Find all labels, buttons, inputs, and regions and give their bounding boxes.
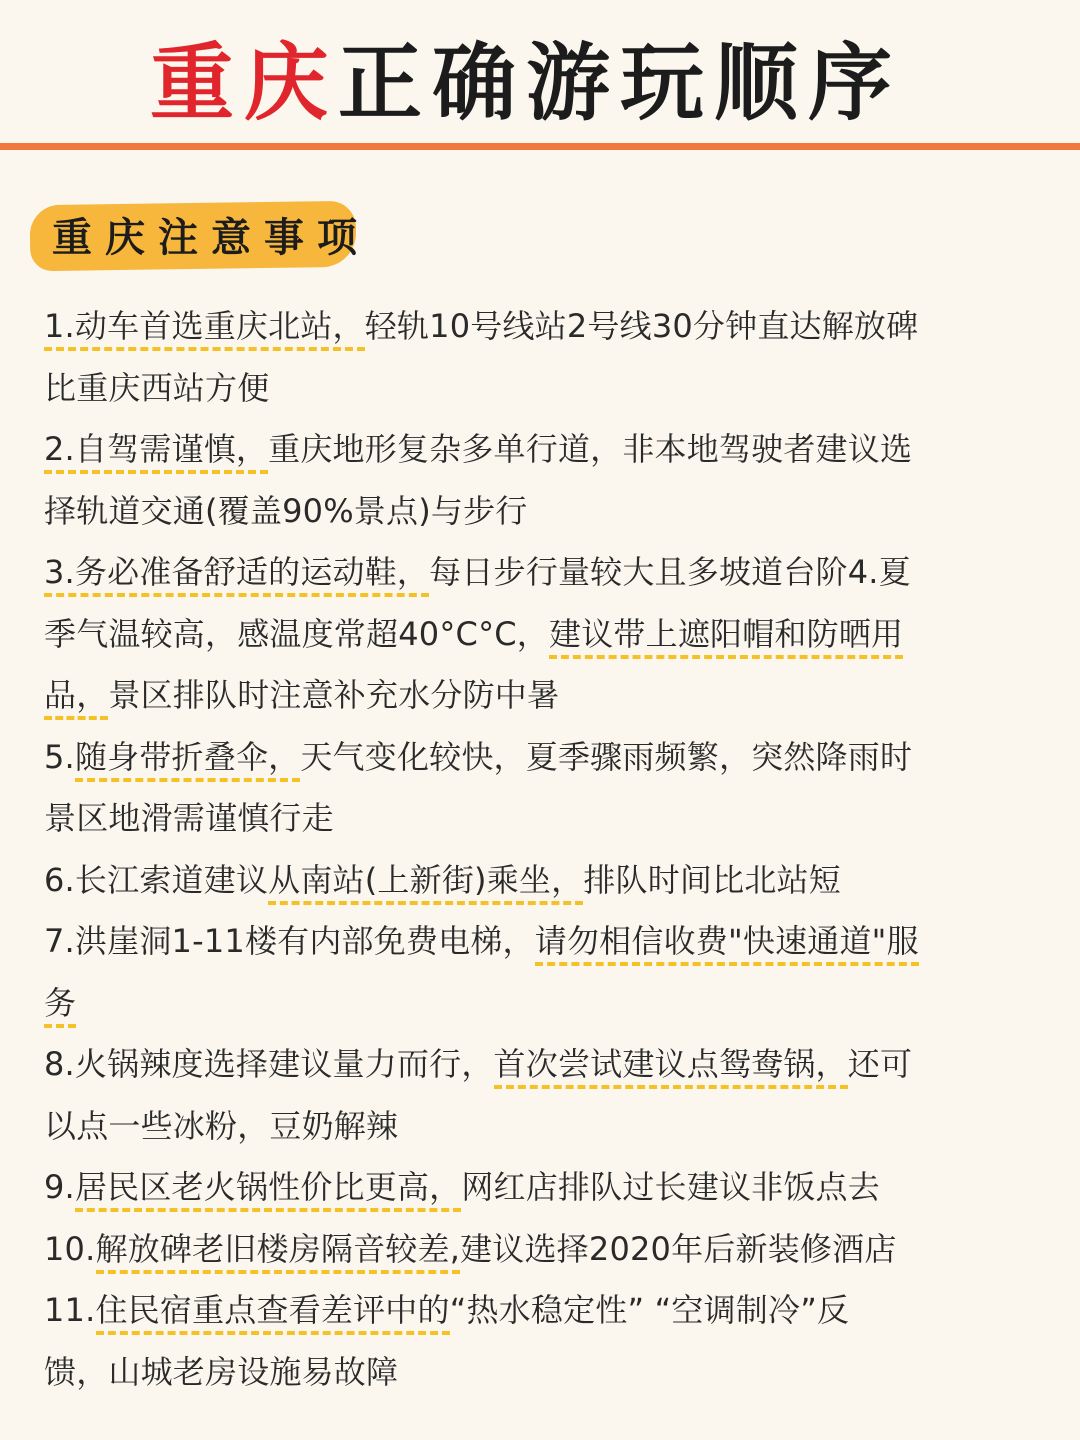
line-text: 11. xyxy=(44,1291,96,1329)
line-text: 择轨道交通(覆盖90%景点)与步行 xyxy=(44,491,528,530)
list-line xyxy=(44,727,1034,789)
title-main: 正确游玩顺序 xyxy=(338,33,903,132)
line-highlight: 首次尝试建议点鸳鸯锅， xyxy=(494,1045,848,1089)
line-text: 建议选择2020年后新装修酒店 xyxy=(460,1229,897,1268)
list-line xyxy=(44,788,1034,850)
line-highlight: 品， xyxy=(44,676,108,720)
list-line xyxy=(44,973,1034,1035)
list-line xyxy=(44,419,1034,481)
title-bar xyxy=(0,0,1080,150)
line-highlight: 住民宿重点查看差评中的 xyxy=(96,1291,450,1335)
list-line xyxy=(44,1219,1034,1281)
line-text: 轻轨10号线站2号线30分钟直达解放碑 xyxy=(364,307,919,345)
line-highlight: 从南站(上新街)乘坐， xyxy=(268,861,583,905)
list-line xyxy=(44,296,1034,358)
page-title xyxy=(150,28,902,138)
list-line xyxy=(44,1034,1034,1096)
line-highlight: 务 xyxy=(44,984,76,1028)
line-text: 9. xyxy=(44,1168,75,1206)
list-line xyxy=(44,850,1034,912)
line-text: 6.长江索道建议 xyxy=(44,860,269,899)
line-text: 每日步行量较大且多坡道台阶4.夏 xyxy=(429,553,911,591)
list-line xyxy=(44,665,1034,727)
line-text: 季气温较高，感温度常超40°C°C， xyxy=(44,614,550,653)
line-text: 景区排队时注意补充水分防中暑 xyxy=(108,676,560,714)
tips-list xyxy=(44,296,1034,1403)
line-highlight: 请勿相信收费"快速通道"服 xyxy=(535,922,919,966)
line-text: “热水稳定性” “空调制冷”反 xyxy=(449,1291,850,1329)
list-line xyxy=(44,1157,1034,1219)
list-line xyxy=(44,1096,1034,1158)
line-highlight: 1.动车首选重庆北站， xyxy=(44,307,365,351)
line-highlight: 解放碑老旧楼房隔音较差, xyxy=(96,1230,461,1274)
line-text: 馈，山城老房设施易故障 xyxy=(44,1352,399,1391)
list-line xyxy=(44,1342,1034,1404)
line-highlight: 3.务必准备舒适的运动鞋， xyxy=(44,553,429,597)
list-line xyxy=(44,911,1034,973)
list-line xyxy=(44,542,1034,604)
line-text: 重庆地形复杂多单行道，非本地驾驶者建议选 xyxy=(268,430,913,468)
list-line xyxy=(44,1280,1034,1342)
line-text: 7.洪崖洞1-11楼有内部免费电梯， xyxy=(44,922,535,960)
line-highlight: 随身带折叠伞， xyxy=(75,738,300,782)
list-line xyxy=(44,604,1034,666)
line-text: 天气变化较快，夏季骤雨频繁，突然降雨时 xyxy=(300,737,913,776)
line-text: 排队时间比北站短 xyxy=(583,860,841,899)
line-text: 还可 xyxy=(847,1045,913,1083)
line-text: 景区地滑需谨慎行走 xyxy=(44,799,334,837)
line-text: 10. xyxy=(44,1229,96,1268)
line-text: 5. xyxy=(44,737,75,776)
title-highlight: 重庆 xyxy=(150,33,339,132)
line-text: 网红店排队过长建议非饭点去 xyxy=(461,1168,880,1206)
line-highlight: 2.自驾需谨慎， xyxy=(44,430,268,474)
section-tag: 重庆注意事项 xyxy=(52,214,370,261)
list-line xyxy=(44,481,1034,543)
line-text: 8.火锅辣度选择建议量力而行， xyxy=(44,1045,494,1083)
line-text: 比重庆西站方便 xyxy=(44,368,270,407)
list-line xyxy=(44,358,1034,420)
line-text: 以点一些冰粉，豆奶解辣 xyxy=(44,1106,399,1145)
line-highlight: 居民区老火锅性价比更高， xyxy=(75,1168,461,1212)
header-divider xyxy=(0,143,1080,150)
line-highlight: 建议带上遮阳帽和防晒用 xyxy=(549,615,903,659)
